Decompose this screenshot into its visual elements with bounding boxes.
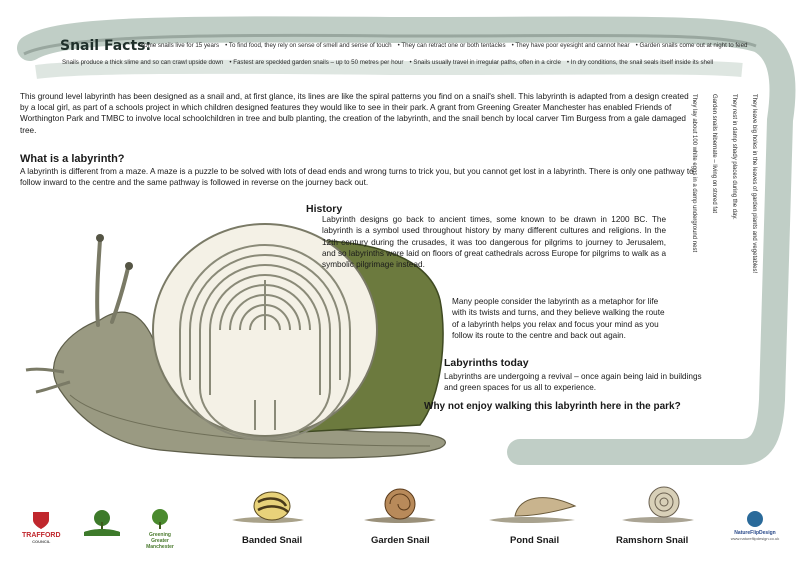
fact-item: Some snails live for 15 years <box>140 42 220 49</box>
natureflip-icon <box>746 510 764 528</box>
trafford-council-logo <box>22 510 61 545</box>
labyrinths-today-heading: Labyrinths today <box>444 357 529 369</box>
greening-text: Greening Greater Manchester <box>146 532 174 550</box>
natureflip-design-logo <box>730 510 780 542</box>
fact-item: Garden snails hibernate – living on stored fat <box>711 94 717 214</box>
natureflip-url: www.natureflipdesign.co.uk <box>730 536 780 541</box>
garden-snail-label: Garden Snail <box>371 535 430 546</box>
tree-hand-icon <box>80 508 124 538</box>
labyrinths-today-paragraph: Labyrinths are undergoing a revival – once again being laid in buildings and green spaces for us all to experience. <box>444 372 702 393</box>
banded-snail-image <box>228 482 308 526</box>
snail-facts-title: Snail Facts: <box>60 38 152 54</box>
fact-item: They have poor eyesight and cannot hear <box>515 42 630 49</box>
banded-snail-label: Banded Snail <box>242 535 303 546</box>
leaf-tree-icon <box>149 508 171 530</box>
fact-item: Fastest are speckled garden snails – up to 50 metres per hour <box>233 59 404 66</box>
ramshorn-snail-image <box>618 482 698 526</box>
labyrinth-paragraph: A labyrinth is different from a maze. A maze is a puzzle to be solved with lots of dead ends and wrong turns to trick you, but you cannot get lost in a labyrinth. There is only one pathway to follow inward to the centre and the same pathway is followed in reverse on the journey back out. <box>20 167 694 188</box>
metaphor-paragraph: Many people consider the labyrinth as a metaphor for life with its twists and turns, and they believe walking the route of a labyrinth helps you relax and focus your mind as you follow its route to the centre and back out again. <box>452 297 665 340</box>
fact-item: Snails produce a thick slime and so can crawl upside down <box>62 59 224 66</box>
garden-snail-image <box>360 482 440 526</box>
trafford-sub-text: COUNCIL <box>32 539 51 544</box>
fact-item: They rest in damp shady places during the day. <box>731 94 737 220</box>
crest-icon <box>30 510 52 530</box>
natureflip-text: NatureFlipDesign <box>734 530 776 536</box>
facts-row-2: Snails produce a thick slime and so can crawl upside down • Fastest are speckled garden snails – up to 50 metres per hour • Snails usually travel in irregular paths, often in a circle • In dry conditions, the snail seals itself inside its shell <box>62 59 714 66</box>
fact-item: They lay about 100 white eggs in a damp underground nest <box>691 94 697 253</box>
pond-snail-image <box>485 482 580 526</box>
facts-row-1: Some snails live for 15 years • To find food, they rely on sense of smell and sense of touch • They can retract one or both tentacles • They have poor eyesight and cannot hear • Garden snails come out at night to feed <box>140 42 748 49</box>
fact-item: In dry conditions, the snail seals itself inside its shell <box>570 59 714 66</box>
history-paragraph: Labyrinth designs go back to ancient times, some known to be drawn in 1200 BC. The labyrinth is a symbol used throughout history by many different cultures and religions. In the 12th century during the crusades, it was too dangerous for pilgrims to journey to Jerusalem, and so labyrinths were laid on floors of great cathedrals across Europe for pilgrims to walk as a symbolic pilgrimage instead. <box>322 215 666 270</box>
fact-item: To find food, they rely on sense of smell and sense of touch <box>228 42 392 49</box>
labyrinth-heading: What is a labyrinth? <box>20 153 125 165</box>
trafford-text: TRAFFORD <box>22 532 61 539</box>
greening-greater-manchester-logo <box>140 508 180 550</box>
fact-item: They can retract one or both tentacles <box>401 42 506 49</box>
pond-snail-label: Pond Snail <box>510 535 560 546</box>
fact-item: They leave big holes in the leaves of garden plants and vegetables! <box>751 94 757 274</box>
ramshorn-snail-label: Ramshorn Snail <box>616 535 689 546</box>
fact-item: Garden snails come out at night to feed <box>639 42 748 49</box>
fact-item: Snails usually travel in irregular paths, often in a circle <box>413 59 561 66</box>
history-heading: History <box>306 203 343 215</box>
intro-paragraph: This ground level labyrinth has been designed as a snail and, at first glance, its lines are like the spiral patterns you find on a snail's shell. This labyrinth is adapted from a design created by a local girl, as part of a schools project in which children designed features they would like to see in their park. A grant from Greening Greater Manchester has enabled Friends of Worthington Park and TMBC to involve local schoolchildren in tree and bulb planting, the creation of the labyrinth, and the snail bench by local carver Tim Burgess from a gale damaged tree. <box>20 92 689 135</box>
friends-of-worthington-park-logo <box>80 508 124 540</box>
call-to-action: Why not enjoy walking this labyrinth here in the park? <box>424 401 681 412</box>
